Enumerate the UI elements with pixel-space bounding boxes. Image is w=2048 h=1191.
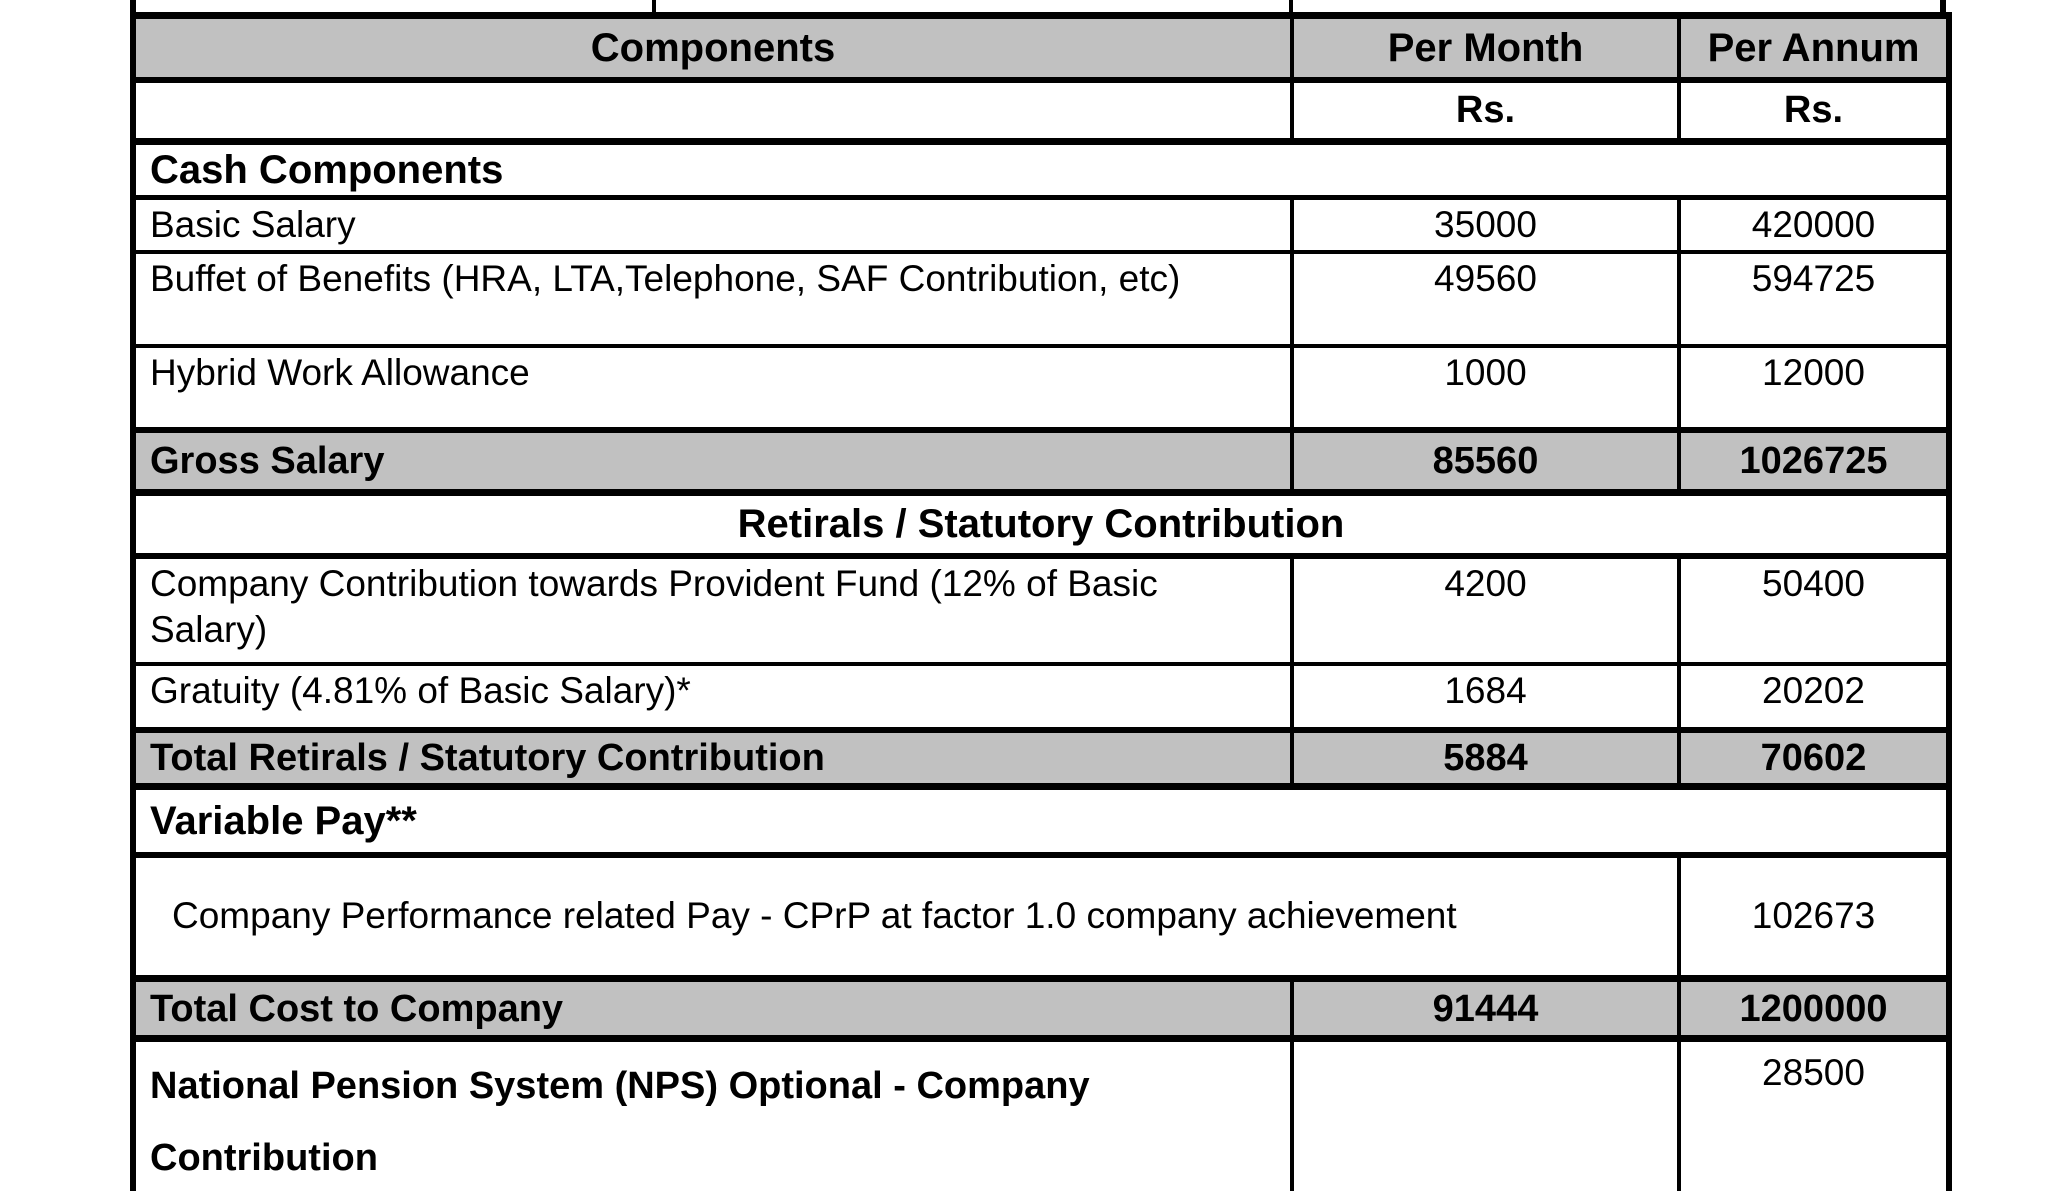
row-per-month: 1684 [1292,664,1679,730]
section-row-retirals [133,492,1949,556]
row-per-annum: 12000 [1679,346,1949,430]
row-per-month: 49560 [1292,252,1679,346]
units-row [133,80,1949,142]
empty-cell [133,80,1292,142]
table-row-cprp [133,855,1949,979]
header-per-month: Per Month [1292,16,1679,80]
row-per-annum: 594725 [1679,252,1949,346]
row-per-annum: 70602 [1679,730,1949,787]
row-per-annum: 20202 [1679,664,1949,730]
section-label: Retirals / Statutory Contribution [133,492,1949,556]
total-row-gross-salary [133,430,1949,492]
row-per-month: 35000 [1292,198,1679,253]
section-row-variable-pay [133,787,1949,855]
row-per-annum: 1026725 [1679,430,1949,492]
row-per-annum: 1200000 [1679,979,1949,1039]
header-components: Components [133,16,1292,80]
header-per-annum: Per Annum [1679,16,1949,80]
row-label: Total Retirals / Statutory Contribution [133,730,1292,787]
row-label: Total Cost to Company [133,979,1292,1039]
row-per-month [1292,1039,1679,1191]
table-row-basic-salary [133,198,1949,253]
row-label: Company Performance related Pay - CPrP at factor 1.0 company achievement [133,855,1679,979]
salary-breakdown-table [130,12,1952,1191]
row-label: Gross Salary [133,430,1292,492]
row-per-annum: 420000 [1679,198,1949,253]
row-label: Company Contribution towards Provident Fund (12% of Basic Salary) [133,556,1292,664]
row-per-month: 1000 [1292,346,1679,430]
row-label: National Pension System (NPS) Optional - Company Contribution [133,1039,1292,1191]
row-label: Basic Salary [133,198,1292,253]
section-row-cash-components [133,142,1949,198]
row-label: Gratuity (4.81% of Basic Salary)* [133,664,1292,730]
section-label: Variable Pay** [133,787,1949,855]
row-per-month: 5884 [1292,730,1679,787]
row-label: Buffet of Benefits (HRA, LTA,Telephone, SAF Contribution, etc) [133,252,1292,346]
total-row-retirals [133,730,1949,787]
table-row-hybrid-work-allowance [133,346,1949,430]
section-label: Cash Components [133,142,1949,198]
row-per-month: 85560 [1292,430,1679,492]
row-per-annum: 102673 [1679,855,1949,979]
table-row-gratuity [133,664,1949,730]
unit-per-annum: Rs. [1679,80,1949,142]
row-per-annum: 28500 [1679,1039,1949,1191]
row-per-month: 4200 [1292,556,1679,664]
total-row-cost-to-company [133,979,1949,1039]
row-per-annum: 50400 [1679,556,1949,664]
table-row-buffet-of-benefits [133,252,1949,346]
table-row-nps [133,1039,1949,1191]
unit-per-month: Rs. [1292,80,1679,142]
row-per-month: 91444 [1292,979,1679,1039]
table-header-row [133,16,1949,80]
row-label: Hybrid Work Allowance [133,346,1292,430]
table-row-provident-fund [133,556,1949,664]
